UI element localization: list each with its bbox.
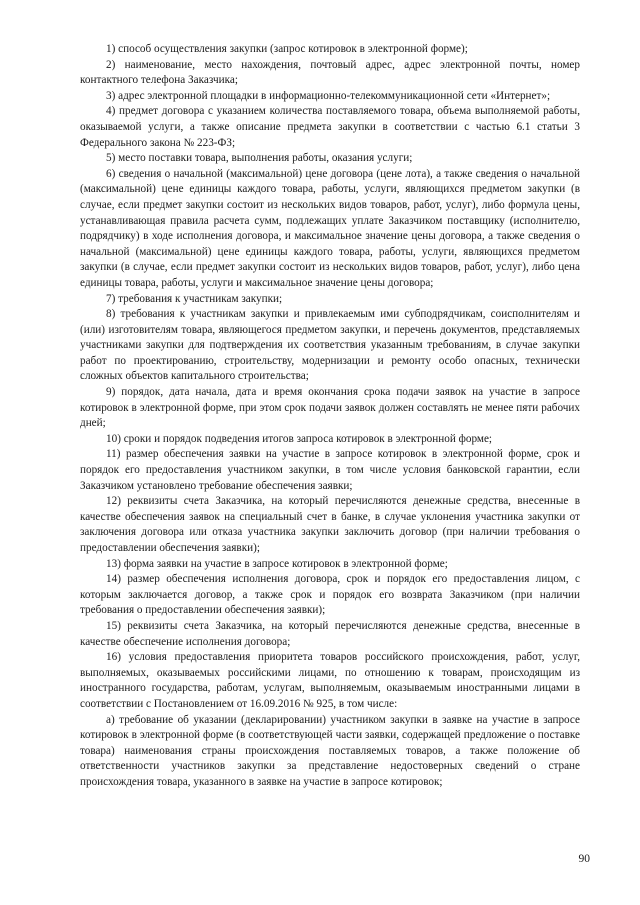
paragraph-item-11: 11) размер обеспечения заявки на участие в запросе котировок в электронной форме, срок и порядок его предоставления участником закупки, в том числе условия банковской гарантии, если Заказчиком установлено требование обеспечения заявки; [80, 448, 580, 492]
paragraph-item-10: 10) сроки и порядок подведения итогов запроса котировок в электронной форме; [106, 432, 493, 445]
page-number: 90 [578, 853, 590, 865]
paragraph-item-1: 1) способ осуществления закупки (запрос котировок в электронной форме); [106, 43, 468, 55]
paragraph-item-8: 8) требования к участникам закупки и привлекаемым ими субподрядчикам, соисполнителям и (или) изготовителям товара, являющегося предметом закупки, и перечень документов, представляемых участниками закупки для подтверждения их соответствия указанным требованиям, в случае закупки работ по проектированию, строительству, модернизации и ремонту особо опасных, технически сложных объектов капитального строительства; [80, 308, 580, 383]
paragraph-item-4: 4) предмет договора с указанием количества поставляемого товара, объема выполняемой работы, оказываемой услуги, а также описание предмета закупки в соответствии с частью 6.1 статьи 3 Федерального закона № 223-ФЗ; [80, 105, 580, 149]
paragraph-item-5: 5) место поставки товара, выполнения работы, оказания услуги; [106, 152, 413, 165]
paragraph-item-15: 15) реквизиты счета Заказчика, на который перечисляются денежные средства, внесенные в качестве обеспечение исполнения договора; [80, 619, 580, 648]
paragraph-item-14: 14) размер обеспечения исполнения договора, срок и порядок его предоставления лицом, с которым заключается договор, а также срок и порядок его возврата Заказчиком (при наличии требования о предоставлении обеспечения заявки); [80, 573, 580, 617]
paragraph-item-6: 6) сведения о начальной (максимальной) цене договора (цене лота), а также сведения о начальной (максимальной) цене единицы каждого товара, работы, услуги, являющихся предметом закупки (в случае, если предмет закупки состоит из нескольких видов товаров, работ, услуг), либо формула цены, устанавливающая правила расчета сумм, подлежащих уплате Заказчиком поставщику (исполнителю, подрядчику) в ходе исполнения договора, и максимальное значение цены договора, а также сведения о начальной (максимальной) цене единицы каждого товара, работы, услуги, являющихся предметом закупки (в случае, если предмет закупки состоит из нескольких видов товаров, работ, услуг), либо цена единицы товара, работы, услуги и максимальное значение цены договора; [80, 167, 580, 289]
document-body [80, 42, 580, 791]
paragraph-item-7: 7) требования к участникам закупки; [106, 292, 283, 305]
paragraph-item-2: 2) наименование, место нахождения, почтовый адрес, адрес электронной почты, номер контактного телефона Заказчика; [80, 58, 580, 87]
paragraph-item-16: 16) условия предоставления приоритета товаров российского происхождения, работ, услуг, выполняемых, оказываемых российскими лицами, по отношению к товарам, происходящим из иностранного государства, работам, услугам, выполняемым, оказываемым иностранными лицами в соответствии с Постановлением от 16.09.2016 № 925, в том числе: [80, 651, 580, 710]
paragraph-item-9: 9) порядок, дата начала, дата и время окончания срока подачи заявок на участие в запросе котировок в электронной форме, при этом срок подачи заявок должен составлять не менее пяти рабочих дней; [80, 386, 580, 430]
paragraph-item-13: 13) форма заявки на участие в запросе котировок в электронной форме; [106, 557, 448, 570]
paragraph-item-16a: а) требование об указании (декларировании) участником закупки в заявке на участие в запросе котировок в электронной форме (в соответствующей части заявки, содержащей предложение о поставке товара) наименования страны происхождения поставляемых товаров, а также положение об ответственности участников закупки за представление недостоверных сведений о стране происхождения товара, указанного в заявке на участие в запросе котировок; [80, 713, 580, 788]
paragraph-item-3: 3) адрес электронной площадки в информационно-телекоммуникационной сети «Интернет»; [106, 89, 551, 102]
paragraph-item-12: 12) реквизиты счета Заказчика, на который перечисляются денежные средства, внесенные в качестве обеспечения заявок на специальный счет в банке, в случае уклонения участника закупки от заключения договора или отказа участника закупки заключить договор (при наличии требования о предоставлении обеспечения заявки); [80, 495, 580, 554]
